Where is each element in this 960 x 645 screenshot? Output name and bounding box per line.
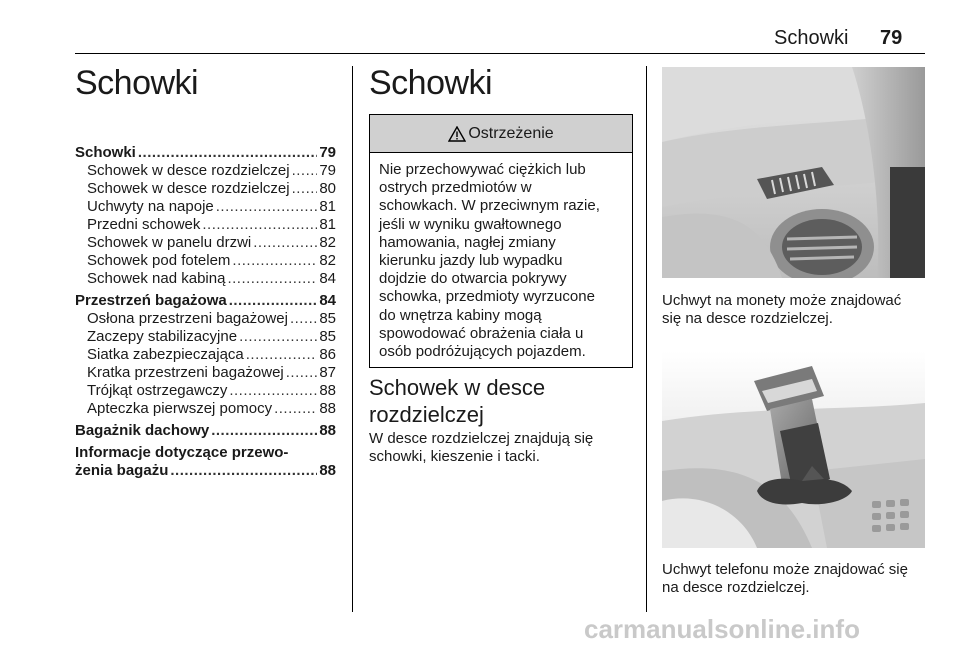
photo-coin-holder	[662, 67, 925, 278]
caption-line: Uchwyt telefonu może znajdować się	[662, 561, 908, 578]
toc-entry[interactable]: Schowek nad kabiną ..... 84	[75, 270, 336, 288]
subsection-heading	[369, 374, 629, 428]
chapter-title: Schowki	[75, 64, 199, 102]
toc-entry[interactable]: Przestrzeń bagażowa ..... 84	[75, 292, 336, 310]
warning-header	[370, 115, 632, 153]
warning-triangle-icon	[448, 126, 466, 142]
caption-line: się na desce rozdzielczej.	[662, 310, 833, 327]
caption-coin-holder	[662, 292, 901, 328]
toc-entry-line: żenia bagażu ..... 88	[75, 462, 336, 480]
body-line: schowki, kieszenie i tacki.	[369, 448, 540, 465]
caption-phone-holder	[662, 561, 908, 597]
warning-line: schowka, przedmioty wyrzucone	[379, 288, 595, 306]
warning-box	[369, 114, 633, 368]
phone-holder-illustration	[662, 351, 925, 548]
photo-phone-holder	[662, 351, 925, 548]
body-line: W desce rozdzielczej znajdują się	[369, 430, 594, 447]
table-of-contents	[75, 144, 336, 480]
warning-line: Nie przechowywać ciężkich lub	[379, 161, 586, 178]
toc-entry[interactable]: Schowek w desce rozdzielczej ..... 80	[75, 180, 336, 198]
section-title: Schowki	[369, 64, 493, 102]
column-divider-left	[352, 66, 353, 612]
toc-entry[interactable]: Trójkąt ostrzegawczy ..... 88	[75, 382, 336, 400]
toc-entry[interactable]: Przedni schowek ..... 81	[75, 216, 336, 234]
warning-line: dojdzie do otwarcia pokrywy	[379, 270, 567, 288]
toc-entry[interactable]: Apteczka pierwszej pomocy ..... 88	[75, 400, 336, 418]
header-rule	[75, 53, 925, 54]
warning-line: jeśli w wyniku gwałtownego	[379, 215, 562, 233]
toc-entry[interactable]: Siatka zabezpieczająca ..... 86	[75, 346, 336, 364]
page-number: 79	[880, 27, 903, 49]
caption-line: Uchwyt na monety może znajdować	[662, 292, 902, 309]
toc-entry[interactable]: Uchwyty na napoje ..... 81	[75, 198, 336, 216]
body-paragraph	[369, 430, 593, 466]
caption-line: na desce rozdzielczej.	[662, 579, 810, 596]
warning-line: kierunku jazdy lub wypadku	[379, 252, 563, 270]
warning-line: spowodować obrażenia ciała u	[379, 324, 584, 342]
warning-line: hamowania, nagłej zmiany	[379, 233, 556, 251]
warning-line: do wnętrza kabiny mogą	[379, 306, 542, 324]
column-divider-right	[646, 66, 647, 612]
toc-entry[interactable]: Schowki ..... 79	[75, 144, 336, 162]
toc-entry[interactable]: Schowek pod fotelem ..... 82	[75, 252, 336, 270]
watermark-text: carmanualsonline.info	[584, 614, 860, 644]
toc-entry[interactable]: Schowek w desce rozdzielczej ..... 79	[75, 162, 336, 180]
warning-line: osób podróżujących pojazdem.	[379, 343, 586, 361]
warning-line: ostrych przedmiotów w	[379, 179, 532, 197]
warning-heading: Ostrzeżenie	[468, 124, 554, 142]
coin-holder-illustration	[662, 67, 925, 278]
warning-text	[370, 153, 632, 361]
toc-entry-multiline[interactable]	[75, 444, 336, 480]
subsection-heading-line: rozdzielczej	[369, 402, 484, 427]
running-header-title: Schowki	[774, 27, 849, 49]
toc-entry[interactable]: Bagażnik dachowy ..... 88	[75, 422, 336, 440]
subsection-heading-line: Schowek w desce	[369, 375, 546, 400]
toc-entry[interactable]: Kratka przestrzeni bagażowej ..... 87	[75, 364, 336, 382]
warning-line: schowkach. W przeciwnym razie,	[379, 197, 600, 215]
toc-entry[interactable]: Osłona przestrzeni bagażowej ..... 85	[75, 310, 336, 328]
toc-entry[interactable]: Schowek w panelu drzwi ..... 82	[75, 234, 336, 252]
toc-entry[interactable]: Zaczepy stabilizacyjne ..... 85	[75, 328, 336, 346]
toc-entry-line: Informacje dotyczące przewo-	[75, 444, 289, 461]
